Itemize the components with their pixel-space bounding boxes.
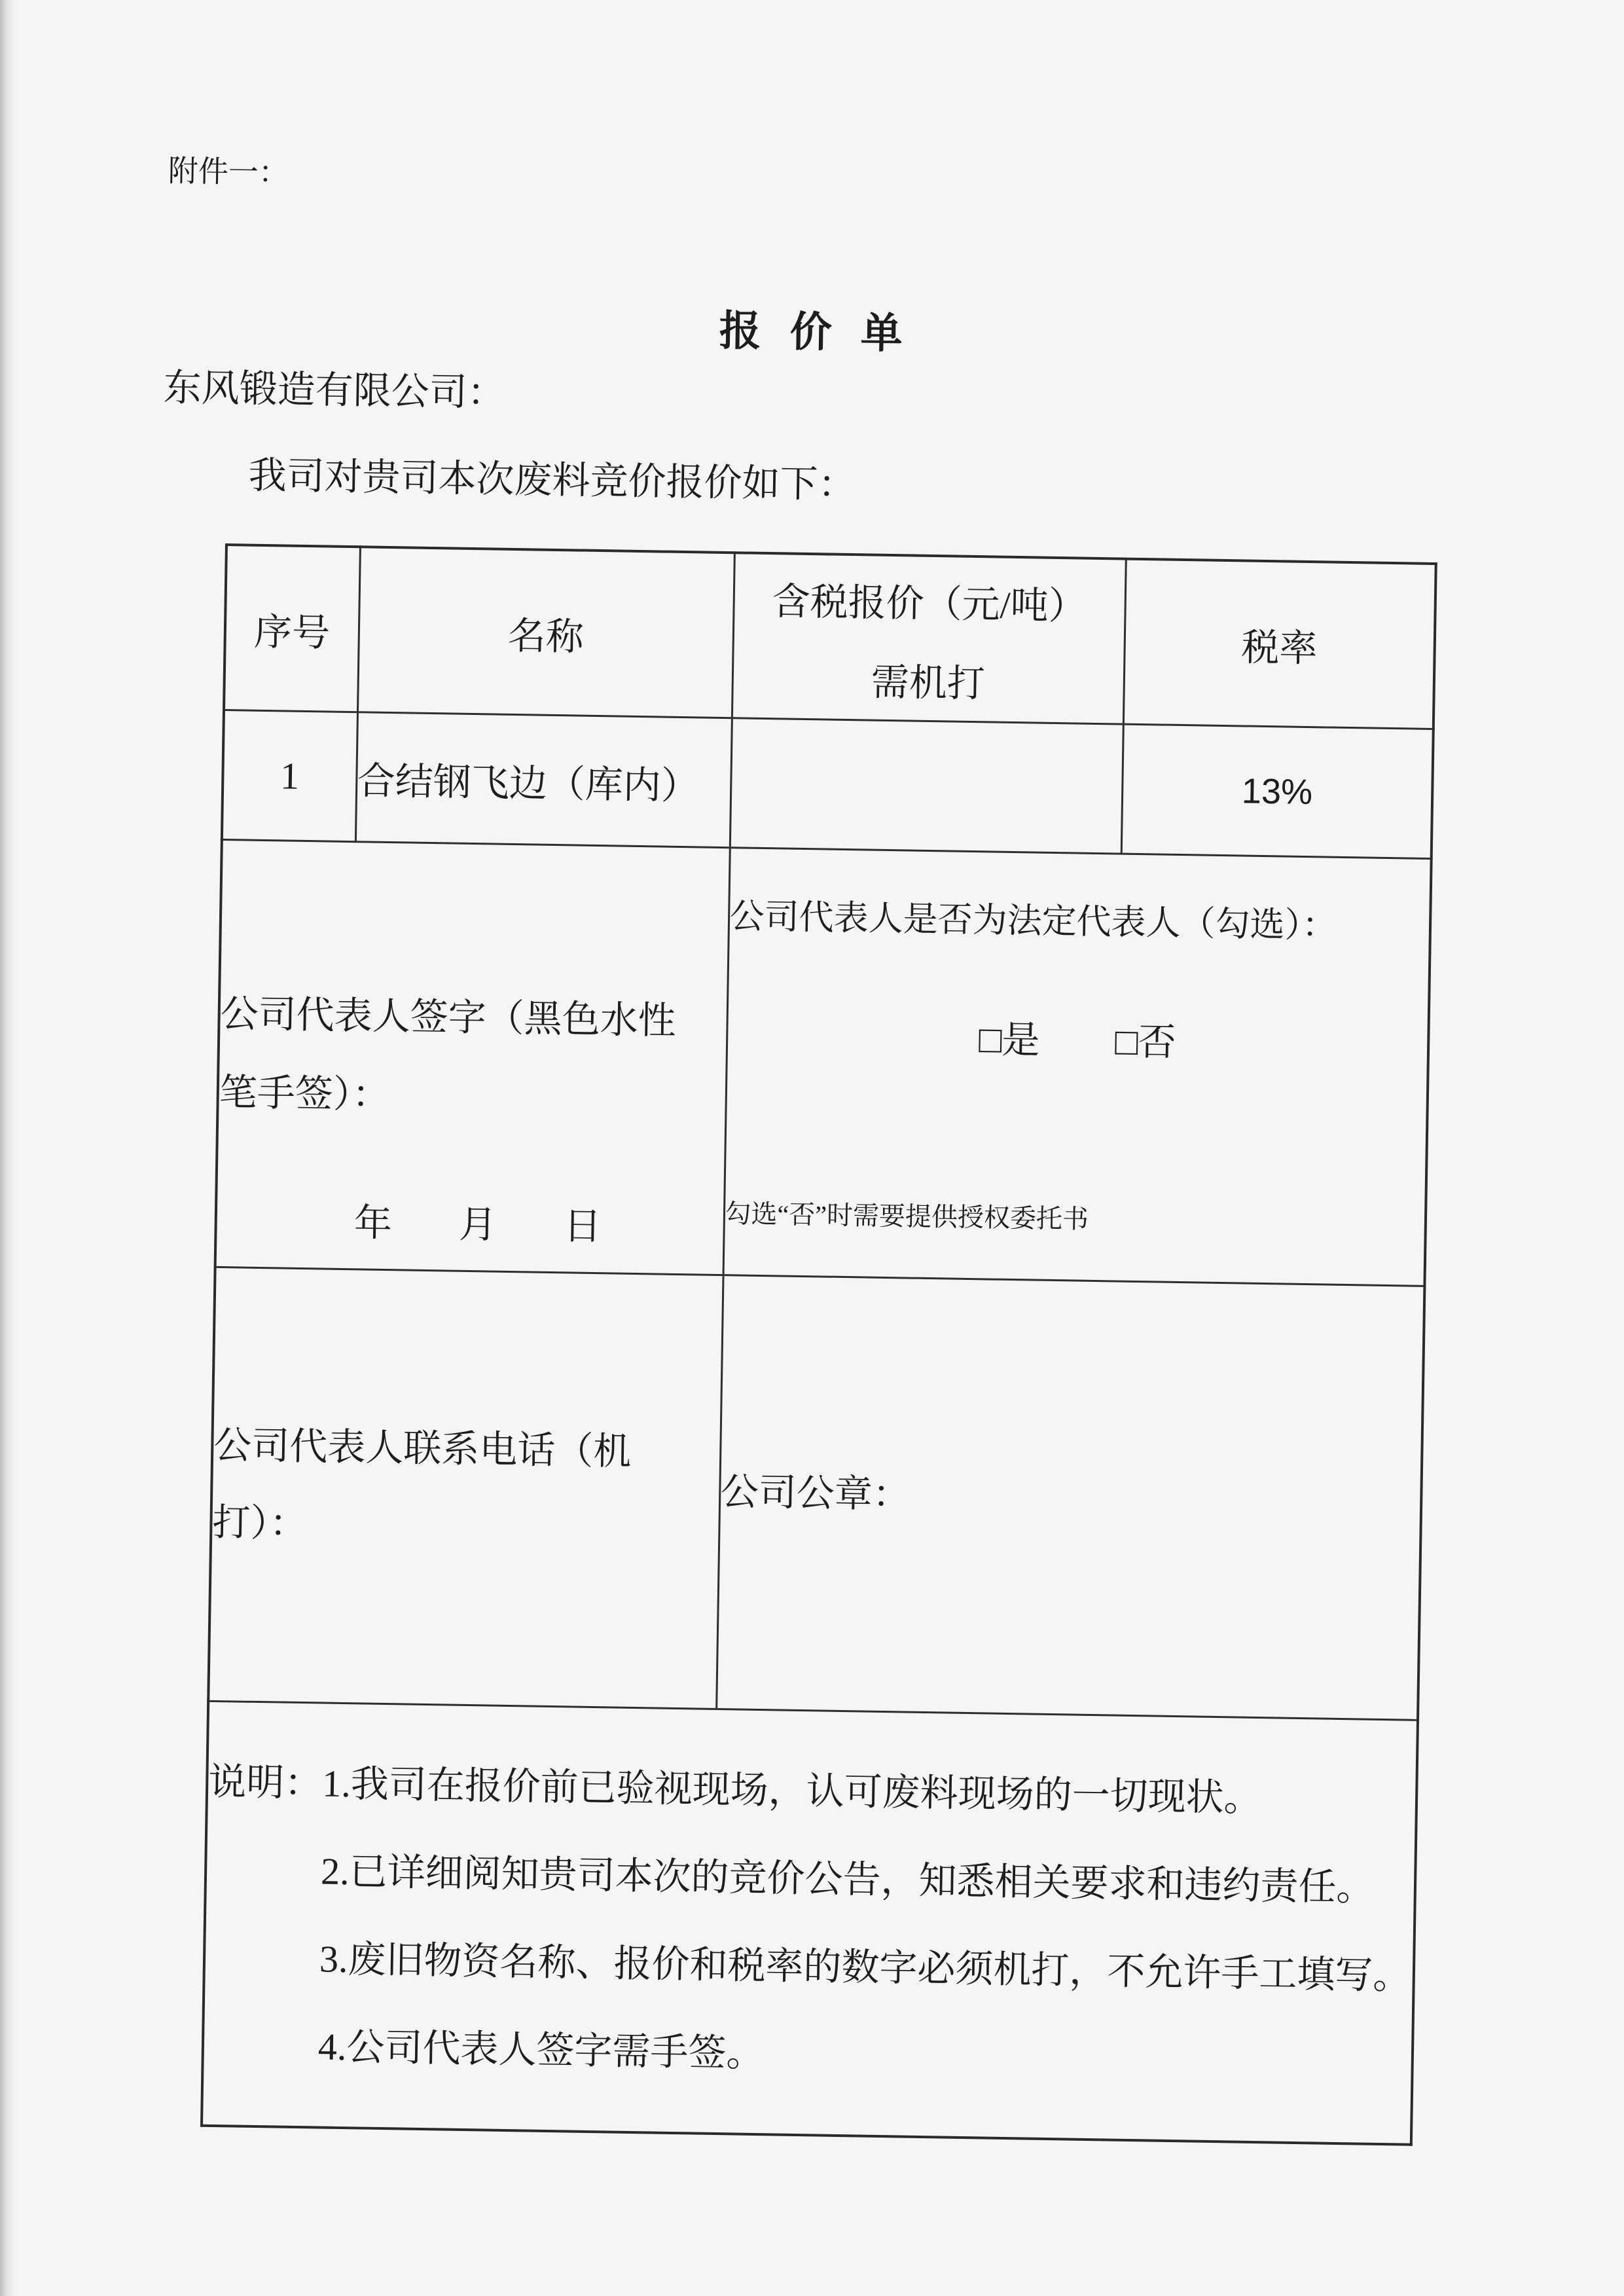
- intro-line: 我司对贵司本次废料竞价报价如下：: [248, 454, 857, 507]
- recipient-line: 东风锻造有限公司：: [163, 366, 506, 414]
- checkbox-icon: □: [1114, 1019, 1139, 1063]
- table-row: [222, 710, 1434, 859]
- note-item: 1.我司在报价前已验视现场，认可废料现场的一切现状。: [321, 1762, 1263, 1819]
- note-item: 3.废旧物资名称、报价和税率的数字必须机打，不允许手工填写。: [319, 1937, 1411, 1997]
- notes-label: 说明：: [208, 1760, 323, 1805]
- phone-label-line1: 公司代表人联系电话（机: [213, 1423, 632, 1473]
- checkbox-icon: □: [978, 1017, 1002, 1061]
- checkbox-yes-label: 是: [1001, 1018, 1040, 1062]
- attachment-label: 附件一：: [168, 154, 289, 190]
- checkbox-no-label: 否: [1138, 1020, 1177, 1064]
- company-seal-label: 公司公章：: [720, 1470, 911, 1517]
- header-price-line2: 需机打: [871, 661, 986, 705]
- note-item: 2.已详细阅知贵司本次的竞价公告，知悉相关要求和违约责任。: [320, 1850, 1375, 1909]
- notes-cell: [202, 1701, 1418, 2144]
- row-tax-value: 13%: [1121, 724, 1434, 858]
- signature-label-line1: 公司代表人签字（黑色水性: [220, 992, 677, 1042]
- signature-cell: [215, 839, 730, 1275]
- phone-label-line2: 打）：: [211, 1501, 308, 1546]
- legal-representative-cell: [723, 848, 1432, 1286]
- quotation-table: [200, 543, 1437, 2146]
- note-item: 4.公司代表人签字需手签。: [317, 2025, 765, 2075]
- phone-cell: [208, 1267, 723, 1709]
- signature-label-line2: 笔手签）：: [219, 1070, 391, 1117]
- notes-row: [202, 1701, 1418, 2144]
- header-name: 名称: [357, 547, 734, 718]
- row-name-value: 合结钢飞边（库内）: [355, 712, 732, 848]
- page-title: 报 价 单: [719, 307, 912, 357]
- legal-representative-options: [727, 1009, 1428, 1073]
- header-price-line1: 含税报价（元/吨）: [772, 580, 1087, 628]
- header-tax-rate: 税率: [1123, 559, 1436, 729]
- date-line: 年 月 日: [353, 1201, 617, 1248]
- header-price: [732, 553, 1126, 724]
- company-seal-cell: [716, 1275, 1424, 1721]
- checkbox-no-option: [1115, 1015, 1176, 1068]
- scan-left-edge: [0, 0, 20, 2296]
- checkbox-yes-option: [979, 1013, 1040, 1066]
- row-index-value: 1: [222, 710, 357, 842]
- table-header-row: [224, 545, 1436, 729]
- header-index: 序号: [224, 545, 360, 712]
- notes-list: [317, 1740, 1415, 2107]
- signature-row: [215, 839, 1432, 1286]
- row-price-blank: [730, 718, 1123, 854]
- legal-representative-prompt: 公司代表人是否为法定代表人（勾选）：: [729, 897, 1337, 945]
- authorization-note: 勾选“否”时需要提供授权委托书: [725, 1198, 1089, 1234]
- contact-row: [208, 1267, 1424, 1720]
